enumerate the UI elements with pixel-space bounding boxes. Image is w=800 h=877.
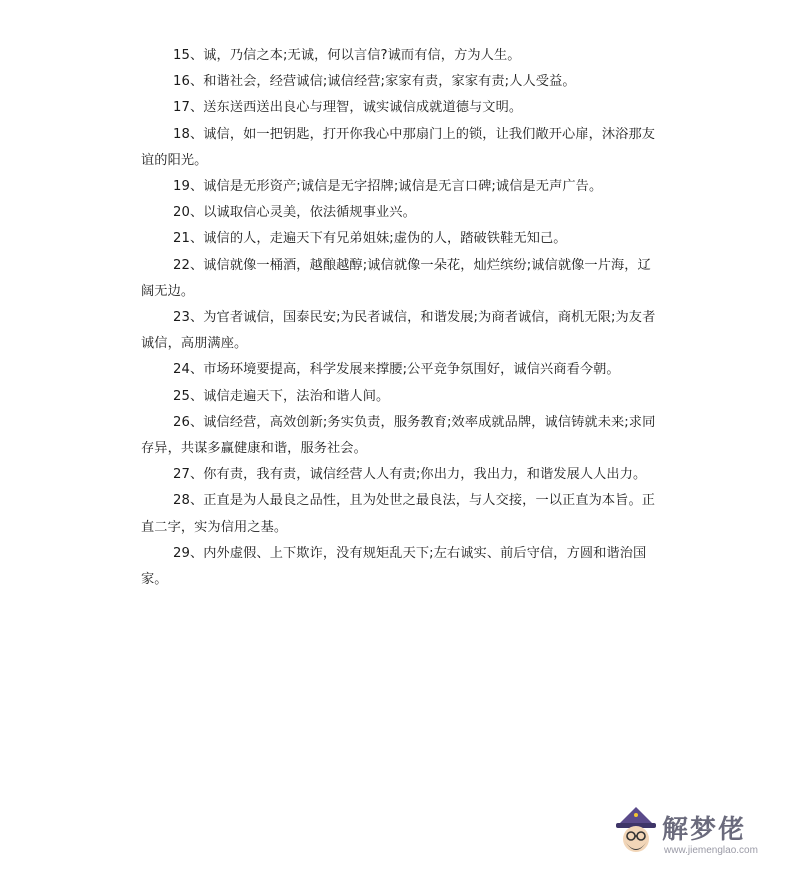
paragraph-25: 25、诚信走遍天下，法治和谐人间。 <box>173 388 390 404</box>
watermark-url: www.jiemenglao.com <box>664 845 758 856</box>
site-watermark <box>612 803 782 863</box>
watermark-site-name: 解梦佬 <box>662 815 747 845</box>
mascot-logo-icon <box>612 803 660 861</box>
document-body <box>141 43 661 593</box>
paragraph-27: 27、你有责，我有责，诚信经营人人有责;你出力，我出力，和谐发展人人出力。 <box>173 467 647 483</box>
paragraph-18: 18、诚信，如一把钥匙，打开你我心中那扇门上的锁，让我们敞开心扉，沐浴那友谊的阳光。 <box>141 126 656 168</box>
paragraph-17: 17、送东送西送出良心与理智，诚实诚信成就道德与文明。 <box>173 100 523 116</box>
paragraph-28: 28、正直是为人最良之品性，且为处世之最良法，与人交接，一以正直为本旨。正直二字，实为信用之基。 <box>141 493 656 535</box>
paragraph-15: 15、诚，乃信之本;无诚，何以言信?诚而有信，方为人生。 <box>173 48 521 63</box>
paragraph-19: 19、诚信是无形资产;诚信是无字招牌;诚信是无言口碑;诚信是无声广告。 <box>173 179 603 195</box>
paragraph-21: 21、诚信的人，走遍天下有兄弟姐妹;虚伪的人，踏破铁鞋无知己。 <box>173 231 567 247</box>
paragraph-22: 22、诚信就像一桶酒，越酿越醇;诚信就像一朵花，灿烂缤纷;诚信就像一片海，辽阔无边。 <box>141 257 651 299</box>
paragraph-24: 24、市场环境要提高，科学发展来撑腰;公平竞争氛围好，诚信兴商看今朝。 <box>173 362 620 378</box>
paragraph-20: 20、以诚取信心灵美，依法循规事业兴。 <box>173 205 416 221</box>
paragraph-16: 16、和谐社会，经营诚信;诚信经营;家家有责，家家有责;人人受益。 <box>173 74 576 90</box>
paragraph-29: 29、内外虚假、上下欺诈，没有规矩乱天下;左右诚实、前后守信，方圆和谐治国家。 <box>141 545 647 588</box>
paragraph-26: 26、诚信经营，高效创新;务实负责，服务教育;效率成就品牌，诚信铸就未来;求同存异，共谋多赢健康和谐，服务社会。 <box>141 414 656 457</box>
paragraph-23: 23、为官者诚信，国泰民安;为民者诚信，和谐发展;为商者诚信，商机无限;为友者诚信，高朋满座。 <box>141 310 656 352</box>
